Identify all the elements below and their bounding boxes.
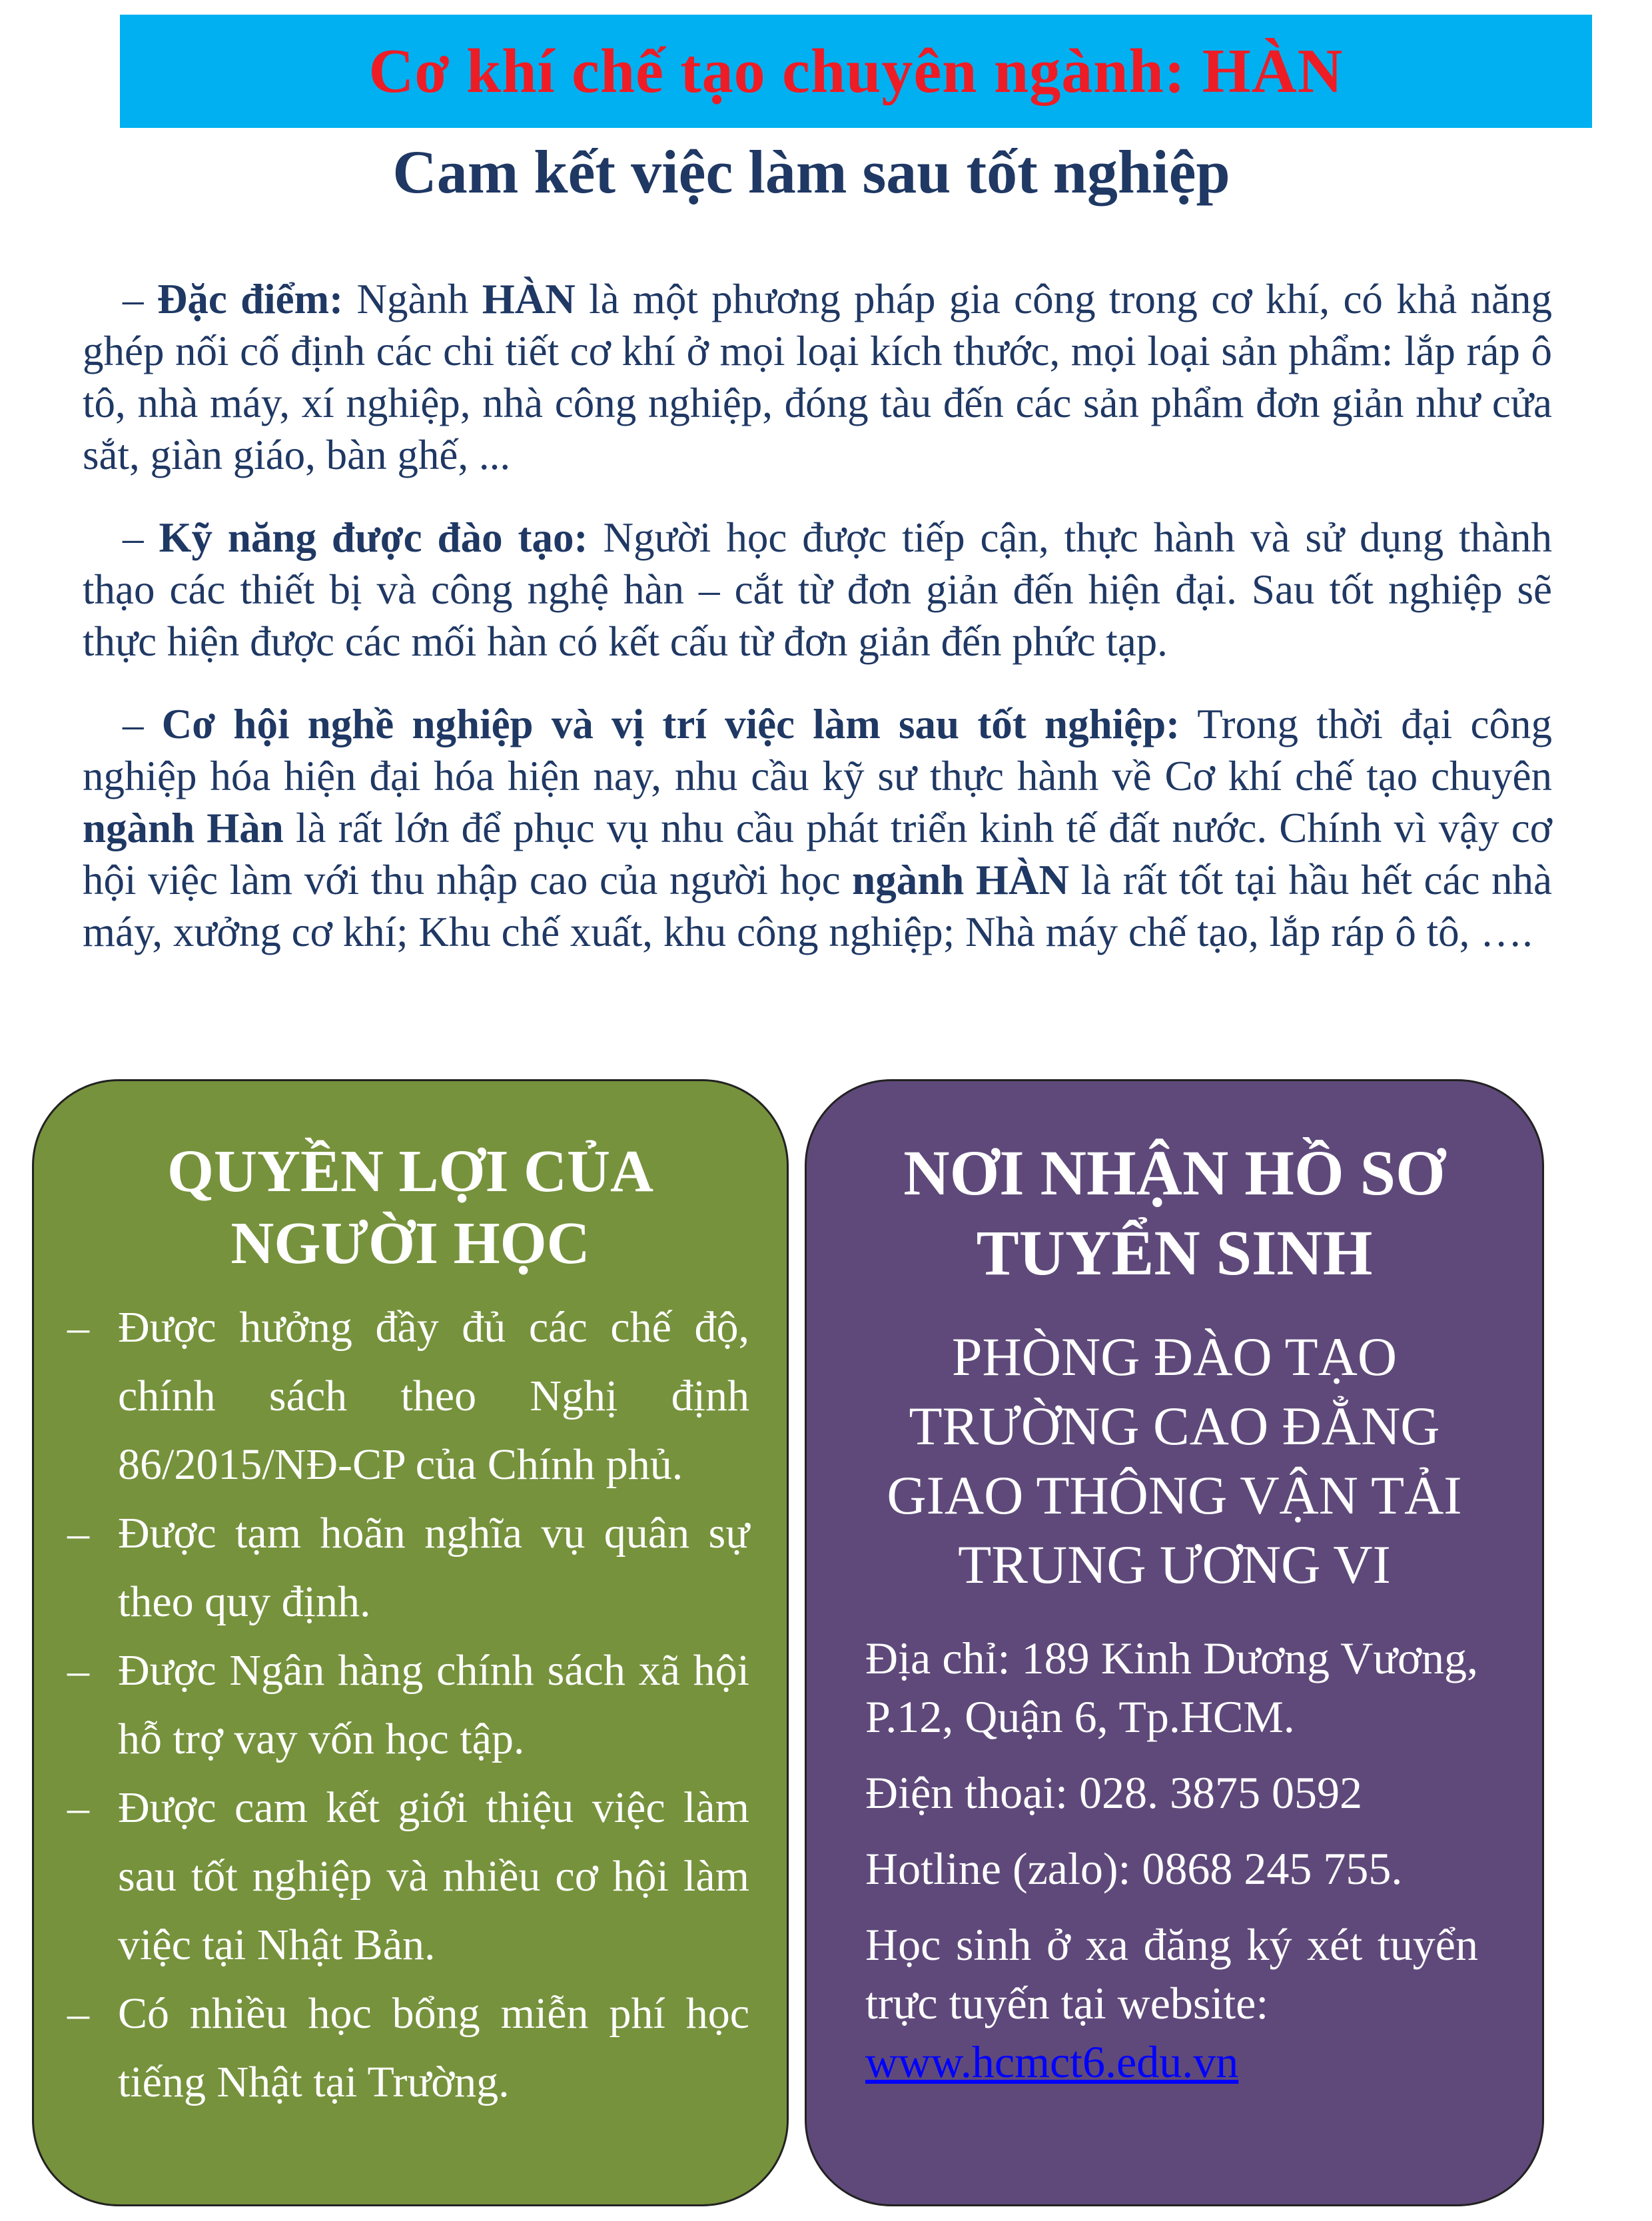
skills-text: Người học được tiếp cận, thực hành và sử dụng thành thạo các thiết bị và công nghệ hàn – cắt từ đơn giản đến hiện đại. Sau tốt nghiệp sẽ thực hiện được các mối hàn có kết cấu từ đơn giản đến phức tạp.	[83, 514, 1553, 665]
website-link[interactable]: www.hcmct6.edu.vn	[865, 2036, 1239, 2087]
main-content	[83, 273, 1552, 989]
benefits-heading	[34, 1081, 787, 1280]
bullet-dash: –	[123, 276, 144, 322]
features-text-2: là một phương pháp gia công trong cơ khí, có khả năng ghép nối cố định các chi tiết cơ khí ở mọi loại kích thước, mọi loại sản phẩm: lắp ráp ô tô, nhà máy, xí nghiệp, nhà công nghiệp, đóng tàu đến các sản phẩm đơn giản như cửa sắt, giàn giáo, bàn ghế, ...	[83, 276, 1553, 478]
contact-info	[807, 1629, 1542, 2091]
benefit-text: Có nhiều học bổng miễn phí học tiếng Nhật tại Trường.	[118, 1989, 749, 2106]
benefit-text: Được tạm hoãn nghĩa vụ quân sự theo quy định.	[118, 1509, 749, 1626]
online-registration-text: Học sinh ở xa đăng ký xét tuyển trực tuyến tại website:	[865, 1919, 1478, 2028]
benefits-heading-line1: QUYỀN LỢI CỦA	[167, 1138, 654, 1204]
admissions-heading-line1: NƠI NHẬN HỒ SƠ	[903, 1137, 1446, 1208]
page-title: Cơ khí chế tạo chuyên ngành: HÀN	[368, 37, 1344, 106]
skills-paragraph	[83, 512, 1552, 667]
office-line: PHÒNG ĐÀO TẠO	[951, 1326, 1398, 1387]
office-name	[807, 1322, 1542, 1599]
admissions-box	[805, 1079, 1544, 2206]
office-line: TRUNG ƯƠNG VI	[958, 1534, 1391, 1595]
features-label: Đặc điểm:	[157, 276, 344, 322]
phone-text: Điện thoại: 028. 3875 0592	[865, 1767, 1363, 1818]
benefit-item	[67, 1499, 749, 1636]
bullet-dash: –	[123, 701, 144, 747]
benefit-text: Được hưởng đầy đủ các chế độ, chính sách theo Nghị định 86/2015/NĐ-CP của Chính phủ.	[118, 1303, 749, 1489]
benefits-list	[34, 1293, 787, 2116]
careers-text-2: là rất lớn để phục vụ nhu cầu phát triển kinh tế đất nước. Chính vì vậy cơ hội việc làm với thu nhập cao của người học	[83, 805, 1552, 903]
benefit-item	[67, 1636, 749, 1773]
benefit-item	[67, 1293, 749, 1499]
admissions-heading-line2: TUYỂN SINH	[976, 1217, 1373, 1288]
admissions-heading	[807, 1081, 1542, 1293]
careers-bold-1: ngành Hàn	[83, 805, 284, 851]
bullet-dash: –	[67, 1646, 89, 1695]
features-paragraph	[83, 273, 1552, 481]
benefit-item	[67, 1773, 749, 1979]
careers-label: Cơ hội nghề nghiệp và vị trí việc làm sau tốt nghiệp:	[161, 701, 1180, 747]
benefit-text: Được cam kết giới thiệu việc làm sau tốt nghiệp và nhiều cơ hội làm việc tại Nhật Bản.	[118, 1783, 749, 1969]
office-line: GIAO THÔNG VẬN TẢI	[887, 1465, 1462, 1526]
careers-text-3: là rất tốt tại hầu hết các nhà máy, xưởng cơ khí; Khu chế xuất, khu công nghiệp; Nhà máy chế tạo, lắp ráp ô tô, ….	[83, 857, 1553, 955]
benefits-box	[32, 1079, 789, 2206]
hotline-text: Hotline (zalo): 0868 245 755.	[865, 1843, 1403, 1894]
benefit-text: Được Ngân hàng chính sách xã hội hỗ trợ vay vốn học tập.	[118, 1646, 749, 1763]
bullet-dash: –	[67, 1303, 89, 1352]
features-bold-1: HÀN	[482, 276, 576, 322]
skills-label: Kỹ năng được đào tạo:	[159, 514, 588, 561]
bullet-dash: –	[67, 1509, 89, 1557]
benefit-item	[67, 1979, 749, 2116]
page-subtitle: Cam kết việc làm sau tốt nghiệp	[392, 138, 1230, 206]
bullet-dash: –	[67, 1989, 89, 2038]
title-banner	[120, 15, 1592, 128]
careers-paragraph	[83, 698, 1552, 958]
bullet-dash: –	[123, 514, 144, 561]
online-registration	[865, 1915, 1478, 2091]
office-line: TRƯỜNG CAO ĐẲNG	[909, 1396, 1440, 1456]
address-text: Địa chỉ: 189 Kinh Dương Vương, P.12, Quận 6, Tp.HCM.	[865, 1633, 1478, 1742]
careers-bold-2: ngành HÀN	[852, 857, 1069, 903]
bullet-dash: –	[67, 1783, 89, 1832]
careers-text-1: Trong thời đại công nghiệp hóa hiện đại hóa hiện nay, nhu cầu kỹ sư thực hành về Cơ khí chế tạo chuyên	[83, 701, 1552, 799]
benefits-heading-line2: NGƯỜI HỌC	[230, 1210, 590, 1276]
features-text-1: Ngành	[343, 276, 482, 322]
